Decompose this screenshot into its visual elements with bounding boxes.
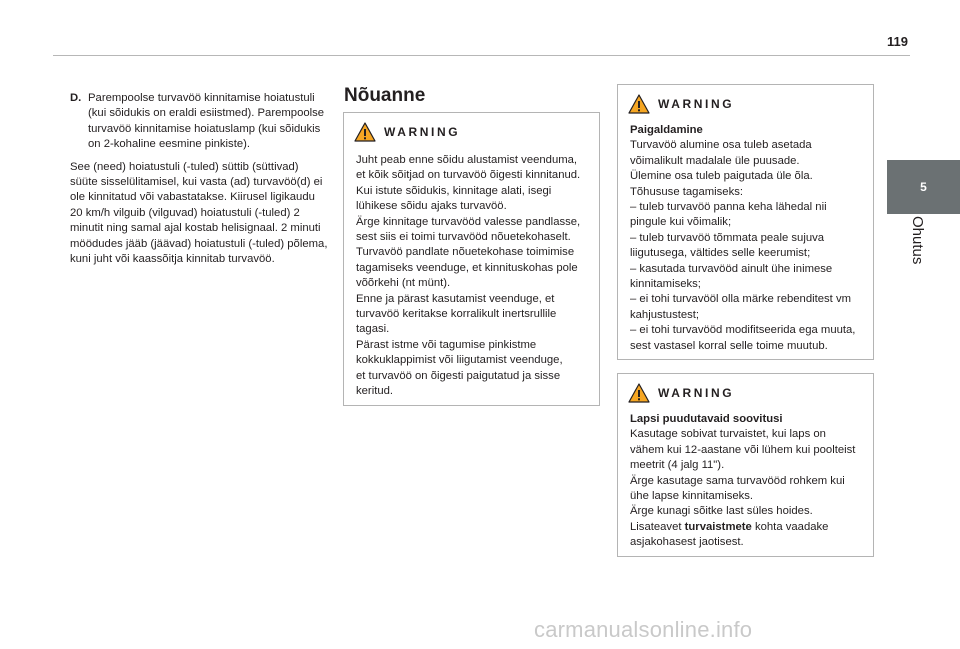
watermark: carmanualsonline.info bbox=[534, 617, 753, 642]
text-line: Pärast istme või tagumise pinkistme bbox=[356, 338, 537, 351]
warning-triangle-icon bbox=[354, 122, 376, 142]
text-line: Kui istute sõidukis, kinnitage alati, isegi bbox=[356, 184, 552, 197]
text-line: – tuleb turvavöö tõmmata peale sujuva bbox=[630, 231, 825, 244]
warning-box-children bbox=[617, 373, 874, 557]
chapter-label: Ohutus bbox=[909, 216, 926, 265]
text-line: liigutusega, vältides selle keerumist; bbox=[630, 247, 811, 260]
warning-box-general bbox=[343, 112, 600, 406]
warning-box-installation bbox=[617, 84, 874, 360]
text-line: kinnitamiseks; bbox=[630, 278, 701, 291]
page-number: 119 bbox=[887, 34, 908, 49]
text-line: Kasutage sobivat turvaistet, kui laps on bbox=[630, 428, 826, 441]
warning-triangle-icon bbox=[628, 94, 650, 114]
list-item-d bbox=[70, 91, 328, 153]
text-line: – tuleb turvavöö panna keha lähedal nii bbox=[630, 201, 827, 214]
text-line: et kõik sõitjad on turvavöö õigesti kinnitanud. bbox=[356, 169, 581, 182]
warning-header bbox=[618, 374, 873, 412]
section-title: Nõuanne bbox=[344, 85, 426, 106]
text-line: Juht peab enne sõidu alustamist veenduma, bbox=[356, 154, 578, 166]
item-text: Parempoolse turvavöö kinnitamise hoiatustuli (kui sõidukis on eraldi esiistmed). Parempoolse turvavöö kinnitamise hoiatuslamp (kui sõidukis on 2-kohaline eesmine pinkiste). bbox=[88, 92, 325, 151]
warning-header bbox=[618, 85, 873, 123]
text-line: tagamiseks veenduge, et kinnituskohas pole bbox=[356, 261, 578, 274]
item-letter: D. bbox=[70, 92, 82, 104]
warning-body bbox=[618, 412, 873, 551]
warning-header bbox=[344, 113, 599, 151]
text-line: võõrkehi (nt münt). bbox=[356, 277, 451, 290]
text-line: ühe lapse kinnitamiseks. bbox=[630, 490, 754, 503]
text-line: Ärge kasutage sama turvavööd rohkem kui bbox=[630, 474, 845, 487]
text-line: Enne ja pärast kasutamist veenduge, et bbox=[356, 292, 555, 305]
text-line: sest vastasel korral selle toime muutub. bbox=[630, 339, 828, 352]
cross-reference-line bbox=[630, 520, 861, 535]
text-line: lühikese sõidu ajaks turvavöö. bbox=[356, 200, 507, 213]
warning-triangle-icon bbox=[628, 383, 650, 403]
text-line: Turvavöö alumine osa tuleb asetada bbox=[630, 139, 812, 152]
text-span: kohta vaadake bbox=[751, 520, 829, 533]
warning-light-paragraph: See (need) hoiatustuli (-tuled) süttib (süttivad) süüte sisselülitamisel, kui vasta (ad) turvavöö(d) ei ole kinnitatud või vabastatakse. Kiirusel ligikaudu 20 km/h vilguib (vilguvad) hoiatustuli (-tuled) 2 minutit ning samal ajal kostab helisignaal. 2 minuti möödudes jääb (jäävad) hoiatustuli (-tuled) põlema, kuni juht või kaassõitja kinnitab turvavöö. bbox=[70, 160, 328, 266]
text-line: – kasutada turvavööd ainult ühe inimese bbox=[630, 262, 833, 275]
text-line: kokkuklappimist või liigutamist veenduge, bbox=[356, 354, 563, 367]
warning-title: WARNING bbox=[384, 125, 461, 139]
text-line: Ärge kunagi sõitke last süles hoides. bbox=[630, 505, 813, 518]
warning-title: WARNING bbox=[658, 97, 735, 111]
text-line: turvavöö keritakse korralikult inertsrullile bbox=[356, 308, 557, 321]
text-line: Tõhususe tagamiseks: bbox=[630, 185, 744, 198]
text-line: võimalikult madalale üle puusade. bbox=[630, 154, 800, 167]
text-line: asjakohasest jaotisest. bbox=[630, 536, 744, 549]
text-line: kahjustustest; bbox=[630, 308, 700, 321]
warning-heading: Paigaldamine bbox=[630, 124, 703, 136]
text-span: Lisateavet bbox=[630, 520, 685, 533]
warning-title: WARNING bbox=[658, 386, 735, 400]
warning-heading: Lapsi puudutavaid soovitusi bbox=[630, 413, 783, 425]
text-line: meetrit (4 jalg 11"). bbox=[630, 459, 725, 472]
text-line: tagasi. bbox=[356, 323, 390, 336]
text-line: et turvavöö on õigesti paigutatud ja sisse bbox=[356, 369, 561, 382]
cross-reference-link[interactable]: turvaistmete bbox=[684, 520, 752, 533]
warning-body bbox=[618, 123, 873, 354]
chapter-number: 5 bbox=[920, 180, 927, 194]
text-line: Ülemine osa tuleb paigutada üle õla. bbox=[630, 170, 813, 183]
text-line: Turvavöö pandlate nõuetekohase toimimise bbox=[356, 246, 575, 259]
text-line: – ei tohi turvavööd modifitseerida ega muuta, bbox=[630, 324, 856, 337]
text-line: vähem kui 12-aastane või lühem kui poolteist bbox=[630, 443, 856, 456]
left-column bbox=[70, 91, 328, 267]
text-line: keritud. bbox=[356, 385, 394, 398]
warning-body bbox=[344, 151, 599, 400]
text-line: Ärge kinnitage turvavööd valesse pandlasse, bbox=[356, 215, 581, 228]
text-line: sest siis ei toimi turvavööd nõuetekohaselt. bbox=[356, 231, 571, 244]
text-line: – ei tohi turvavööl olla märke rebenditest vm bbox=[630, 293, 852, 306]
header-rule bbox=[53, 55, 910, 56]
text-line: pingule kui võimalik; bbox=[630, 216, 732, 229]
